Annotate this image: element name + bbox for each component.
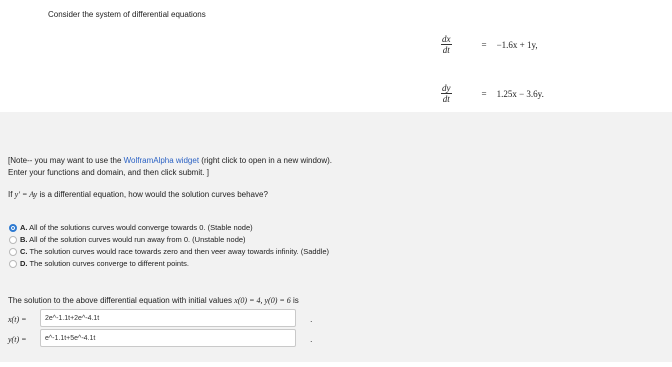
question-if: If: [8, 190, 15, 199]
equation-dy: [441, 83, 544, 104]
option-a[interactable]: [20, 223, 253, 232]
radio-option-b[interactable]: [9, 236, 17, 244]
question-prompt: Consider the system of differential equations: [48, 10, 206, 19]
question-rest: is a differential equation, how would the solution curves behave?: [37, 190, 268, 199]
option-text: All of the solution curves would run away from 0. (Unstable node): [29, 235, 246, 244]
option-c[interactable]: [20, 247, 329, 256]
radio-option-c[interactable]: [9, 248, 17, 256]
radio-option-a[interactable]: [9, 224, 17, 232]
option-letter: C.: [20, 247, 28, 256]
solution-intro-text: The solution to the above differential equation with initial values: [8, 296, 235, 305]
equation-dx: [441, 34, 538, 55]
option-d[interactable]: [20, 259, 189, 268]
wolframalpha-link[interactable]: WolframAlpha widget: [123, 156, 200, 165]
equation-rhs: −1.6x + 1y,: [496, 39, 538, 50]
option-letter: D.: [20, 259, 28, 268]
radio-option-d[interactable]: [9, 260, 17, 268]
option-letter: B.: [20, 235, 28, 244]
equals-sign: =: [481, 39, 487, 50]
option-text: The solution curves would race towards zero and then veer away towards infinity. (Saddle): [29, 247, 330, 256]
x-solution-input[interactable]: 2e^-1.1t+2e^-4.1t: [40, 309, 296, 327]
question-expression: y′ = Ay: [14, 190, 38, 199]
end-period: .: [310, 334, 313, 344]
fraction-denominator: dt: [442, 94, 450, 104]
derivative-fraction-dy: [441, 83, 452, 104]
equation-rhs: 1.25x − 3.6y.: [496, 88, 544, 99]
equals-sign: =: [481, 88, 487, 99]
option-letter: A.: [20, 223, 28, 232]
y-solution-label: y(t) =: [8, 335, 27, 344]
x-solution-label: x(t) =: [8, 315, 27, 324]
initial-values: x(0) = 4, y(0) = 6: [234, 296, 291, 305]
fraction-denominator: dt: [442, 45, 450, 55]
option-text: The solution curves converge to different points.: [29, 259, 189, 268]
end-period: .: [310, 314, 313, 324]
note-line-2: Enter your functions and domain, and then click submit. ]: [8, 168, 209, 177]
y-solution-input[interactable]: e^-1.1t+5e^-4.1t: [40, 329, 296, 347]
fraction-numerator: dy: [442, 83, 451, 93]
note-prefix: [Note-- you may want to use the: [8, 156, 124, 165]
option-text: All of the solutions curves would converge towards 0. (Stable node): [29, 223, 253, 232]
option-b[interactable]: [20, 235, 246, 244]
solution-intro-end: is: [290, 296, 299, 305]
note-suffix: (right click to open in a new window).: [199, 156, 333, 165]
behavior-question: [8, 190, 268, 199]
solution-intro: [8, 296, 299, 305]
fraction-numerator: dx: [442, 34, 451, 44]
note-line-1: [8, 156, 332, 165]
derivative-fraction-dx: [441, 34, 452, 55]
